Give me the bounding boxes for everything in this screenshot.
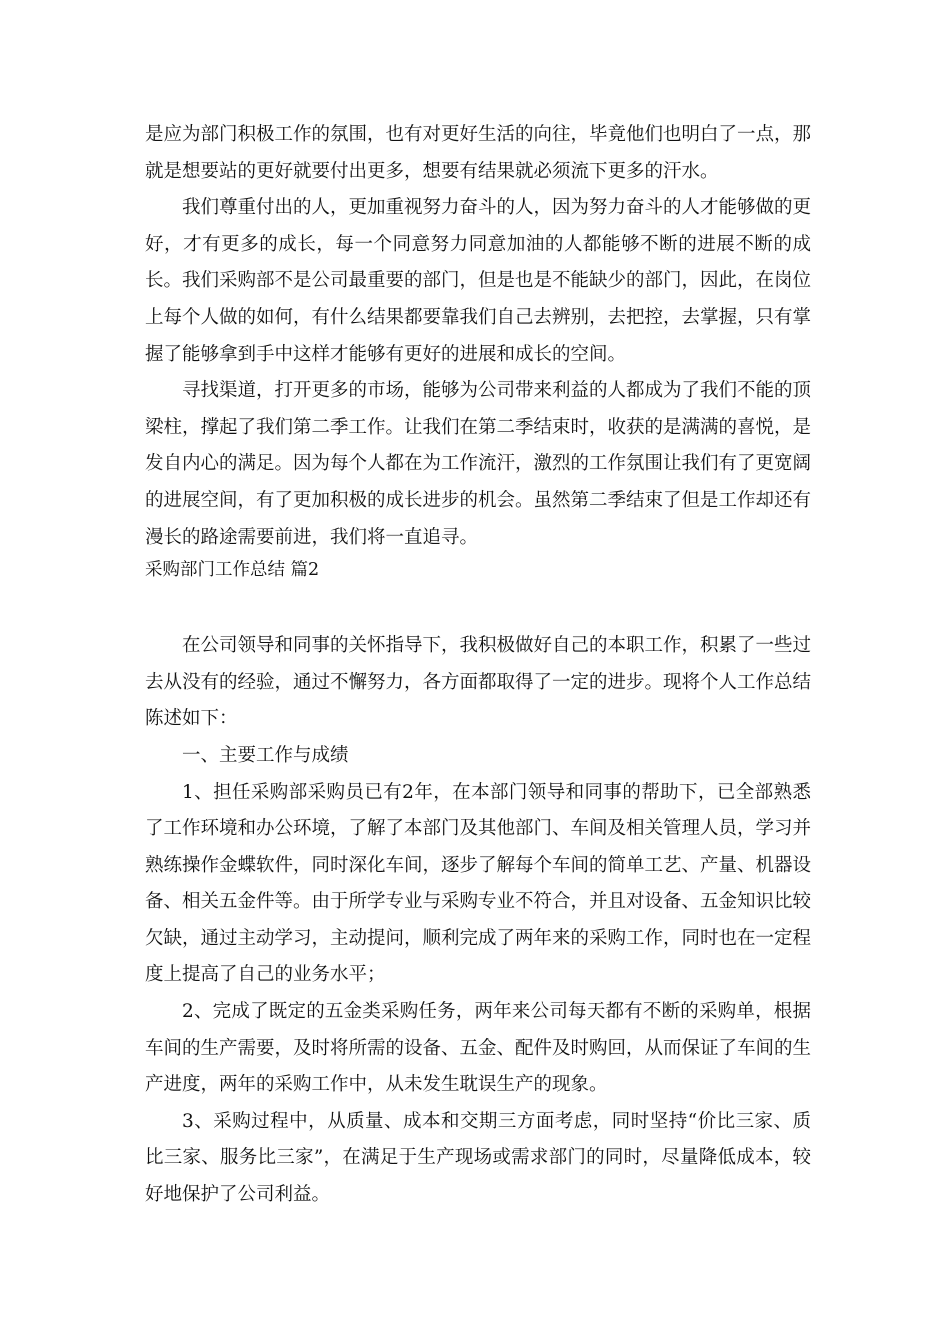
paragraph: 我们尊重付出的人，更加重视努力奋斗的人，因为努力奋斗的人才能够做的更好，才有更多的成长，每一个同意努力同意加油的人都能够不断的进展不断的成长。我们采购部不是公司最重要的部门，但是也是不能缺少的部门，因此，在岗位上每个人做的如何，有什么结果都要靠我们自己去辨别，去把控，去掌握，只有掌握了能够拿到手中这样才能够有更好的进展和成长的空间。 — [145, 197, 812, 365]
list-item: 2、完成了既定的五金类采购任务，两年来公司每天都有不断的采购单，根据车间的生产需要，及时将所需的设备、五金、配件及时购回，从而保证了车间的生产进度，两年的采购工作中，从未发生耽误生产的现象。 — [145, 1001, 812, 1096]
subheading: 一、主要工作与成绩 — [182, 744, 349, 766]
section-heading: 采购部门工作总结 篇2 — [145, 560, 320, 581]
continuation-paragraph: 是应为部门积极工作的氛围，也有对更好生活的向往，毕竟他们也明白了一点，那就是想要站的更好就要付出更多，想要有结果就必须流下更多的汗水。 — [145, 124, 812, 182]
document-body — [145, 117, 811, 1214]
list-item: 1、担任采购部采购员已有2年，在本部门领导和同事的帮助下，已全部熟悉了工作环境和办公环境，了解了本部门及其他部门、车间及相关管理人员，学习并熟练操作金蝶软件，同时深化车间，逐步了解每个车间的简单工艺、产量、机器设备、相关五金件等。由于所学专业与采购专业不符合，并且对设备、五金知识比较欠缺，通过主动学习，主动提问，顺利完成了两年来的采购工作，同时也在一定程度上提高了自己的业务水平； — [145, 781, 812, 986]
paragraph: 寻找渠道，打开更多的市场，能够为公司带来利益的人都成为了我们不能的顶梁柱，撑起了我们第二季工作。让我们在第二季结束时，收获的是满满的喜悦，是发自内心的满足。因为每个人都在为工作流汗，激烈的工作氛围让我们有了更宽阔的进展空间，有了更加积极的成长进步的机会。虽然第二季结束了但是工作却还有漫长的路途需要前进，我们将一直追寻。 — [145, 380, 812, 548]
intro-paragraph: 在公司领导和同事的关怀指导下，我积极做好自己的本职工作，积累了一些过去从没有的经验，通过不懈努力，各方面都取得了一定的进步。现将个人工作总结陈述如下： — [145, 635, 812, 730]
section-spacer — [145, 584, 811, 628]
list-item: 3、采购过程中，从质量、成本和交期三方面考虑，同时坚持“价比三家、质比三家、服务比三家”，在满足于生产现场或需求部门的同时，尽量降低成本，较好地保护了公司利益。 — [145, 1110, 811, 1206]
